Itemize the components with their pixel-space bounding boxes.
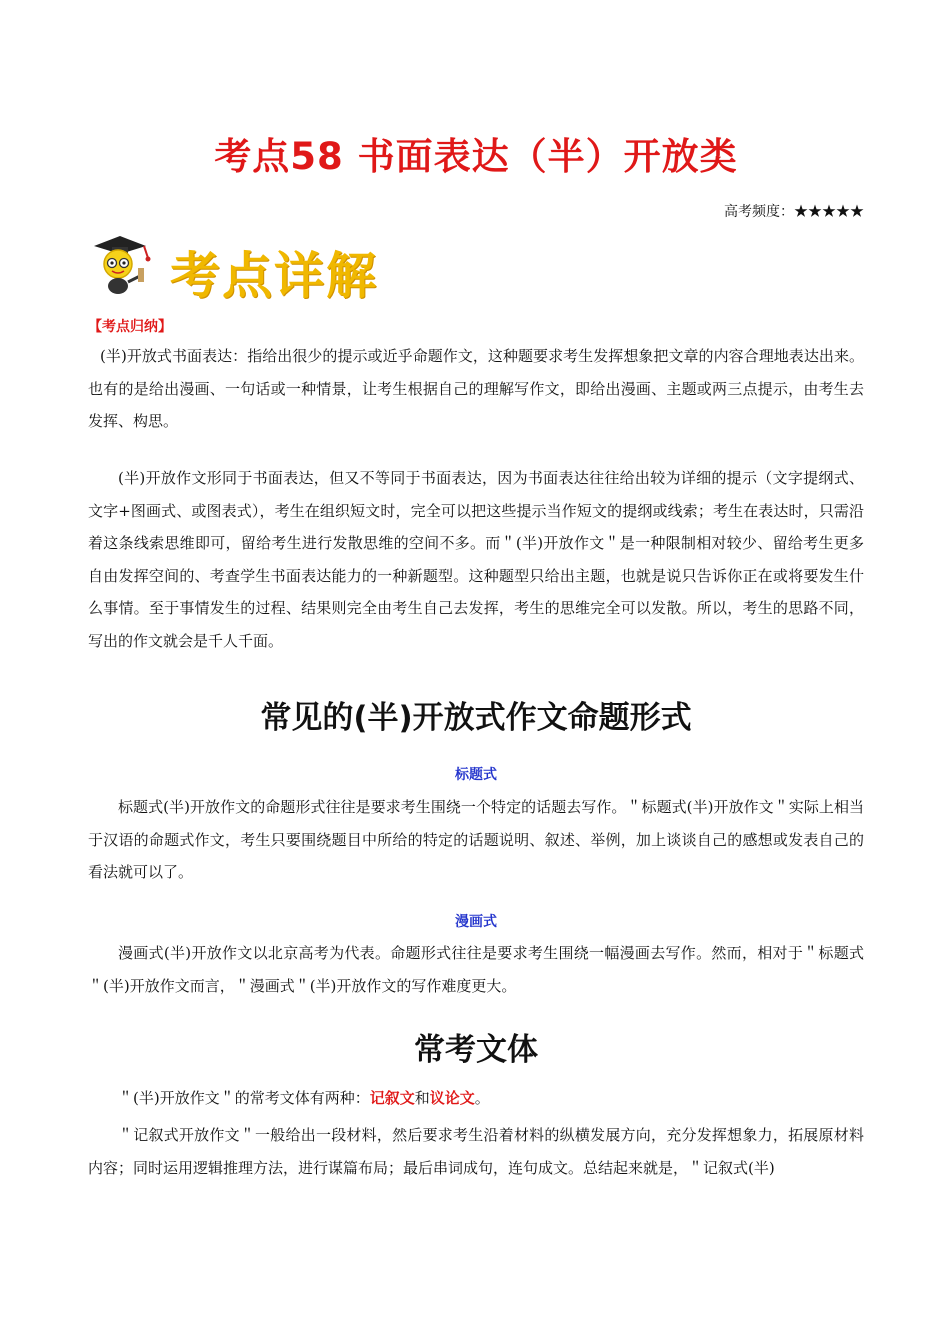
genres-end-text: 。 — [474, 1089, 490, 1107]
section-banner — [88, 232, 388, 305]
genres-heading: 常考文体 — [414, 1032, 538, 1068]
genres-paragraph-1 — [88, 1082, 864, 1115]
forms-heading: 常见的(半)开放式作文命题形式 — [260, 700, 692, 736]
subhead-biaoti: 标题式 — [455, 767, 497, 783]
frequency-label: 高考频度： — [724, 204, 794, 220]
genres-and-text: 和 — [414, 1089, 430, 1107]
frequency-stars: ★★★★★ — [794, 204, 864, 220]
section-label: 【考点归纳】 — [88, 319, 172, 335]
graduate-mascot-icon — [88, 232, 166, 298]
genre-narrative: 记叙文 — [369, 1089, 415, 1107]
frequency-rating — [724, 201, 864, 221]
genres-paragraph-2: ＂记叙式开放作文＂一般给出一段材料，然后要求考生沿着材料的纵横发展方向，充分发挥想象力，拓展原材料内容；同时运用逻辑推理方法，进行谋篇布局；最后串词成句，连句成文。总结起来就是，＂记叙式(半) — [88, 1126, 864, 1177]
subhead-manhua: 漫画式 — [455, 914, 497, 930]
intro-paragraph-1: (半)开放式书面表达：指给出很少的提示或近乎命题作文，这种题要求考生发挥想象把文章的内容合理地表达出来。也有的是给出漫画、一句话或一种情景，让考生根据自己的理解写作文，即给出漫画、主题或两三点提示，由考生去发挥、构思。 — [88, 347, 864, 430]
genre-argumentative: 议论文 — [429, 1089, 475, 1107]
intro-paragraph-2: (半)开放作文形同于书面表达，但又不等同于书面表达，因为书面表达往往给出较为详细的提示（文字提纲式、文字+图画式、或图表式），考生在组织短文时，完全可以把这些提示当作短文的提纲或线索；考生在表达时，只需沿着这条线索思维即可，留给考生进行发散思维的空间不多。而＂(半)开放作文＂是一种限制相对较少、留给考生更多自由发挥空间的、考查学生书面表达能力的一种新题型。这种题型只给出主题，也就是说只告诉你正在或将要发生什么事情。至于事情发生的过程、结果则完全由考生自己去发挥，考生的思维完全可以发散。所以，考生的思路不同，写出的作文就会是千人千面。 — [88, 469, 864, 650]
biaoti-paragraph: 标题式(半)开放作文的命题形式往往是要求考生围绕一个特定的话题去写作。＂标题式(半)开放作文＂实际上相当于汉语的命题式作文，考生只要围绕题目中所给的特定的话题说明、叙述、举例，加上谈谈自己的感想或发表自己的看法就可以了。 — [88, 798, 864, 881]
banner-title: 考点详解 — [170, 246, 378, 305]
genres-intro-text: ＂(半)开放作文＂的常考文体有两种： — [118, 1089, 370, 1107]
page-title: 考点58 书面表达（半）开放类 — [214, 135, 738, 178]
manhua-paragraph: 漫画式(半)开放作文以北京高考为代表。命题形式往往是要求考生围绕一幅漫画去写作。然而，相对于＂标题式＂(半)开放作文而言，＂漫画式＂(半)开放作文的写作难度更大。 — [88, 944, 864, 995]
